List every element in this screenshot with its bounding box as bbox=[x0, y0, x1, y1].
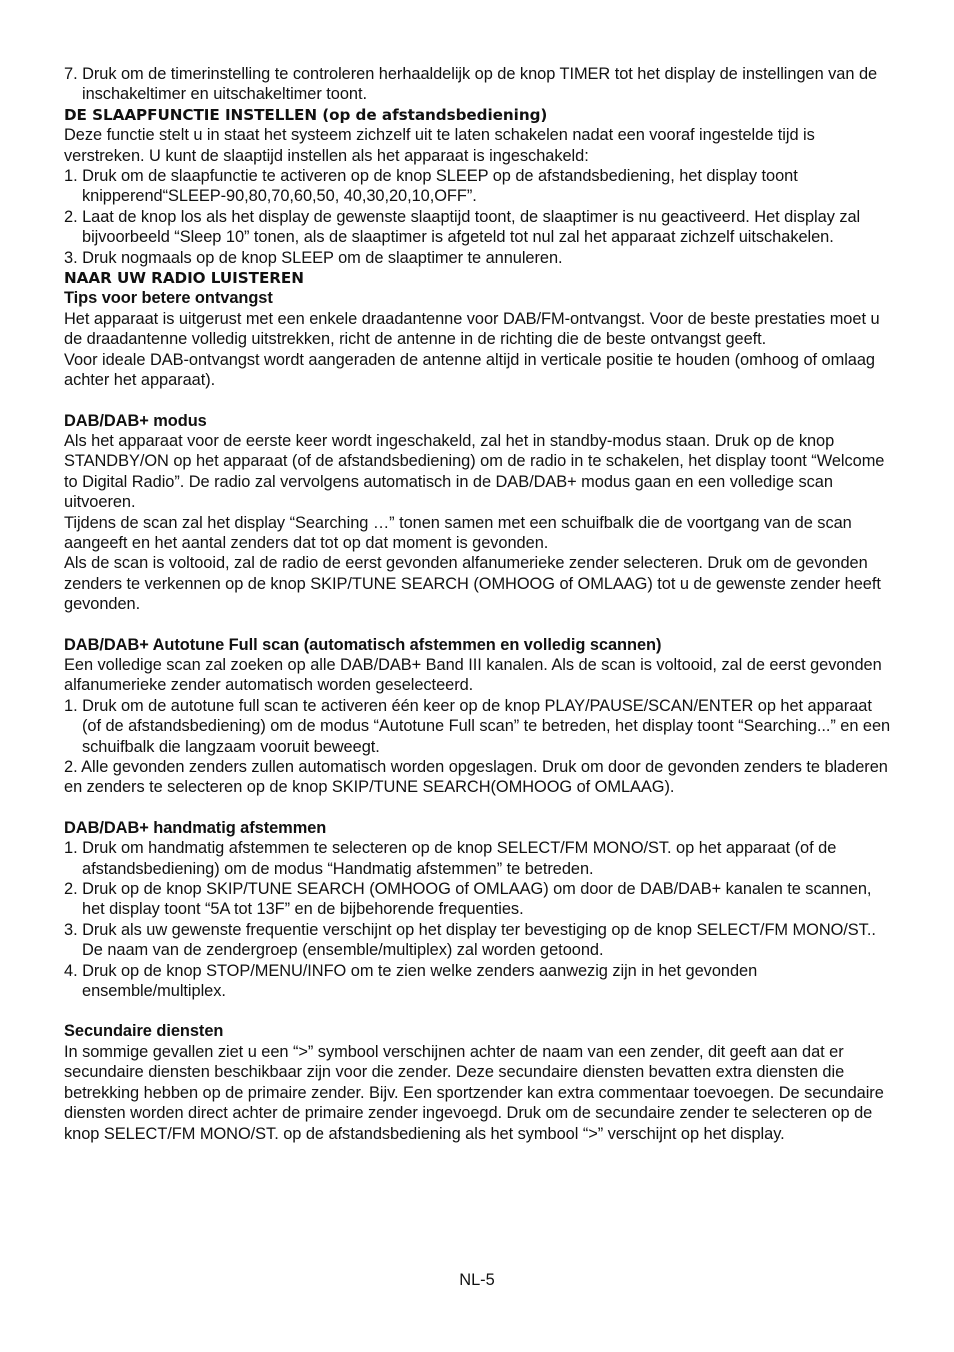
sleep-heading: DE SLAAPFUNCTIE INSTELLEN (op de afstandsbediening) bbox=[64, 105, 548, 124]
manual-step-1: 1. Druk om handmatig afstemmen te selecteren op de knop SELECT/FM MONO/ST. op het apparaat (of de afstandsbediening) om de modus “Handmatig afstemmen” te betreden. bbox=[64, 839, 837, 878]
timer-step-7: 7. Druk om de timerinstelling te controleren herhaaldelijk op de knop TIMER tot het display de instellingen van de inschakeltimer en uitschakeltimer toont. bbox=[64, 65, 878, 104]
manual-step-2: 2. Druk op de knop SKIP/TUNE SEARCH (OMHOOG of OMLAAG) om door de DAB/DAB+ kanalen te scannen, het display toont “5A tot 13F” en de bijbehorende frequenties. bbox=[64, 880, 872, 919]
autotune-intro: Een volledige scan zal zoeken op alle DAB/DAB+ Band III kanalen. Als de scan is voltooid, zal de eerst gevonden alfanumerieke zender automatisch worden geselecteerd. bbox=[64, 655, 882, 695]
tips-paragraph-1: Het apparaat is uitgerust met een enkele draadantenne voor DAB/FM-ontvangst. Voor de beste prestaties moet u de draadantenne volledig uitstrekken, richt de antenne in de richting die de beste ontvangst geeft. bbox=[64, 309, 880, 349]
manual-tune-heading: DAB/DAB+ handmatig afstemmen bbox=[64, 818, 327, 837]
dab-mode-heading: DAB/DAB+ modus bbox=[64, 411, 207, 430]
dab-mode-paragraph-3: Als de scan is voltooid, zal de radio de eerst gevonden alfanumerieke zender selecteren. Druk om de gevonden zenders te verkennen op de knop SKIP/TUNE SEARCH (OMHOOG of OMLAAG) tot u de gewenste zender heeft gevonden. bbox=[64, 554, 881, 614]
page-number: NL-5 bbox=[459, 1271, 495, 1289]
dab-mode-paragraph-1: Als het apparaat voor de eerste keer wordt ingeschakeld, zal het in standby-modus staan. Druk op de knop STANDBY/ON op het apparaat (of de afstandsbediening) om de radio in te schakelen, het display toont “Welcome to Digital Radio”. De radio zal vervolgens automatisch in de DAB/DAB+ modus gaan en een volledige scan uitvoeren. bbox=[64, 431, 885, 512]
sleep-step-2: 2. Laat de knop los als het display de gewenste slaaptijd toont, de slaaptimer is nu geactiveerd. Het display zal bijvoorbeeld “Sleep 10” tonen, als de slaaptimer is afgeteld tot nul zal het apparaat zichzelf uitschakelen. bbox=[64, 207, 861, 247]
dab-mode-paragraph-2: Tijdens de scan zal het display “Searching …” tonen samen met een schuifbalk die de voortgang van de scan aangeeft en het aantal zenders dat tot op dat moment is gevonden. bbox=[64, 513, 852, 552]
secondary-services-body: In sommige gevallen ziet u een “>” symbool verschijnen achter de naam van een zender, dit geeft aan dat er secundaire diensten beschikbaar zijn voor die zender. Deze secundaire diensten bevatten extra diensten die betrekking hebben op de primaire zender. Bijv. Een sportzender kan extra commentaar toevoegen. De secundaire diensten worden direct achter de primaire zender ingevoegd. Druk om de secundaire zender te selecteren op de knop SELECT/FM MONO/ST. op de afstandsbediening als het symbool “>” verschijnt op het display. bbox=[64, 1042, 884, 1143]
tips-paragraph-2: Voor ideale DAB-ontvangst wordt aangeraden de antenne altijd in verticale positie te houden (omhoog of omlaag achter het apparaat). bbox=[64, 350, 875, 390]
secondary-services-heading: Secundaire diensten bbox=[64, 1022, 224, 1041]
sleep-step-3: 3. Druk nogmaals op de knop SLEEP om de slaaptimer te annuleren. bbox=[64, 248, 563, 267]
radio-heading: NAAR UW RADIO LUISTEREN bbox=[64, 269, 304, 288]
manual-step-3: 3. Druk als uw gewenste frequentie verschijnt op het display ter bevestiging op de knop SELECT/FM MONO/ST.. De naam van de zendergroep (ensemble/multiplex) zal worden getoond. bbox=[64, 920, 876, 960]
page-content bbox=[64, 64, 894, 1144]
autotune-step-2: 2. Alle gevonden zenders zullen automatisch worden opgeslagen. Druk om door de gevonden zenders te bladeren en zenders te selecteren op de knop SKIP/TUNE SEARCH(OMHOOG of OMLAAG). bbox=[64, 758, 888, 797]
manual-step-4: 4. Druk op de knop STOP/MENU/INFO om te zien welke zenders aanwezig zijn in het gevonden ensemble/multiplex. bbox=[64, 961, 758, 1001]
autotune-step-1: 1. Druk om de autotune full scan te activeren één keer op de knop PLAY/PAUSE/SCAN/ENTER op het apparaat (of de afstandsbediening) om de modus “Autotune Full scan” te betreden, het display toont “Searching...” en een schuifbalk die langzaam vooruit beweegt. bbox=[64, 696, 891, 756]
sleep-intro: Deze functie stelt u in staat het systeem zichzelf uit te laten schakelen nadat een vooraf ingestelde tijd is verstreken. U kunt de slaaptijd instellen als het apparaat is ingeschakeld: bbox=[64, 126, 815, 165]
tips-heading: Tips voor betere ontvangst bbox=[64, 289, 273, 308]
autotune-heading: DAB/DAB+ Autotune Full scan (automatisch afstemmen en volledig scannen) bbox=[64, 635, 662, 654]
sleep-step-1: 1. Druk om de slaapfunctie te activeren op de knop SLEEP op de afstandsbediening, het display toont knipperend“SLEEP-90,80,70,60,50, 40,30,20,10,OFF”. bbox=[64, 167, 798, 206]
